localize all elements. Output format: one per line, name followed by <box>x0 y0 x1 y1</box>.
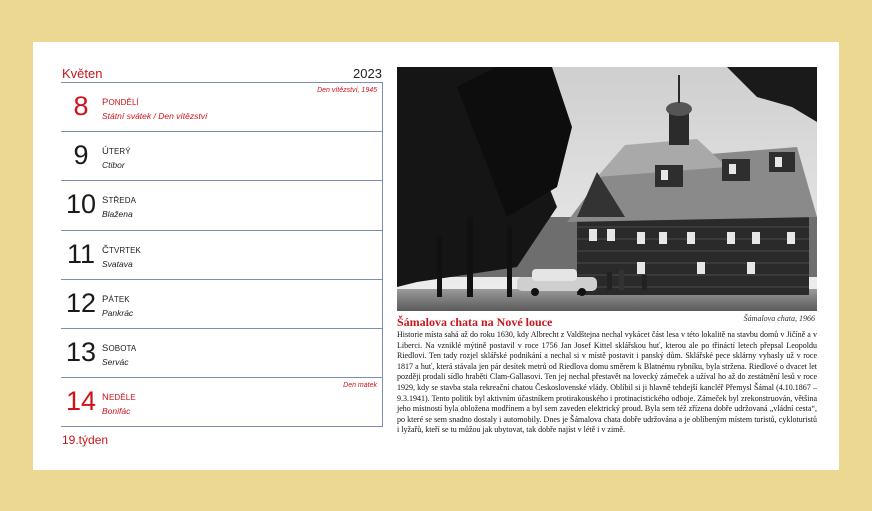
day-nameday: Bonifác <box>102 406 131 417</box>
day-nameday: Ctibor <box>102 160 125 171</box>
day-row <box>61 329 383 378</box>
chalet-photo-illustration <box>397 67 817 311</box>
day-number: 10 <box>65 189 97 220</box>
day-row <box>61 378 383 427</box>
chalet-photo <box>397 67 817 311</box>
day-number: 14 <box>65 386 97 417</box>
day-number: 8 <box>73 91 89 121</box>
day-nameday: Pankrác <box>102 307 134 318</box>
day-name: SOBOTA <box>102 342 137 354</box>
day-number: 11 <box>66 238 96 269</box>
day-nameday: Servác <box>102 356 129 367</box>
day-list <box>61 82 383 431</box>
week-label: 19.týden <box>62 433 109 447</box>
year-label: 2023 <box>353 66 382 81</box>
day-name: PÁTEK <box>102 293 130 305</box>
day-name: ÚTERÝ <box>102 146 131 158</box>
day-number: 13 <box>65 336 97 367</box>
day-row <box>61 280 383 329</box>
day-note: Den vítězství, 1945 <box>317 87 377 94</box>
day-name: STŘEDA <box>102 195 137 207</box>
day-name: ČTVRTEK <box>102 244 141 256</box>
calendar-page <box>33 42 839 470</box>
day-row <box>61 132 383 181</box>
article-title: Šámalova chata na Nové louce <box>397 315 553 329</box>
day-name: PONDĚLÍ <box>102 97 139 108</box>
photo-caption: Šámalova chata, 1966 <box>743 314 815 323</box>
day-name: NEDĚLE <box>102 392 136 404</box>
day-number: 9 <box>73 140 89 171</box>
day-nameday: Blažena <box>102 209 133 220</box>
day-note: Den matek <box>343 382 377 390</box>
day-row <box>61 231 383 280</box>
day-nameday: Svatava <box>102 258 133 269</box>
day-nameday: Státní svátek / Den vítězství <box>102 111 208 121</box>
day-number: 12 <box>65 287 97 318</box>
month-label: Květen <box>62 66 103 81</box>
day-row <box>61 83 383 132</box>
day-row <box>61 181 383 230</box>
article-text: Historie místa sahá až do roku 1630, kdy Albrecht z Valdštejna nechal vykácet část lesa v této lokalitě na stavbu domů v Jičíně a v Liberci. Na vzniklé mýtině postavil v roce 1756 Jan Josef Kittel sklářskou huť, kterou ale po třináctí letech přepsal Leopoldu Riedlovi. Ten tady rozjel sklářské podnikání a nechal si v místě postavit i panský dům. Sklářské pece sklárny vyhasly už v roce 1817 a huť, která stávala jen pár desítek metrů od Riedlova domu směrem k Blatnému rybníku, byla stržena. Riedlové o dvacet let později prodali sídlo hraběti Clam-Gallasovi. Ten jej nechal přestavět na lovecký zámeček a užíval ho až do zestátnění lesů v roce 1929, kdy se stavba stala rekreační chatou Československé vlády. Oblíbil si ji hlavně tehdejší kancléř Přemysl Šámal (4.10.1867 – 9.3.1941). Tento politik byl aktivním účastníkem protirakouského i protinacistického odboje. Zámeček byl zrekonstruován, většina jeho místností byla obložena modřínem a byl sem zaveden elektrický proud. Byla sem též zřízena dobře udržovaná „vládní cesta“, po které se sem snadno dostaly i automobily. Dnes je Šámalova chata dobře udržována a je oblíbeným místem turistů, cykloturistů i lyžařů, kteří se tu můžou jak ubytovat, tak dobře najíst v létě i v zimě. <box>397 330 817 435</box>
